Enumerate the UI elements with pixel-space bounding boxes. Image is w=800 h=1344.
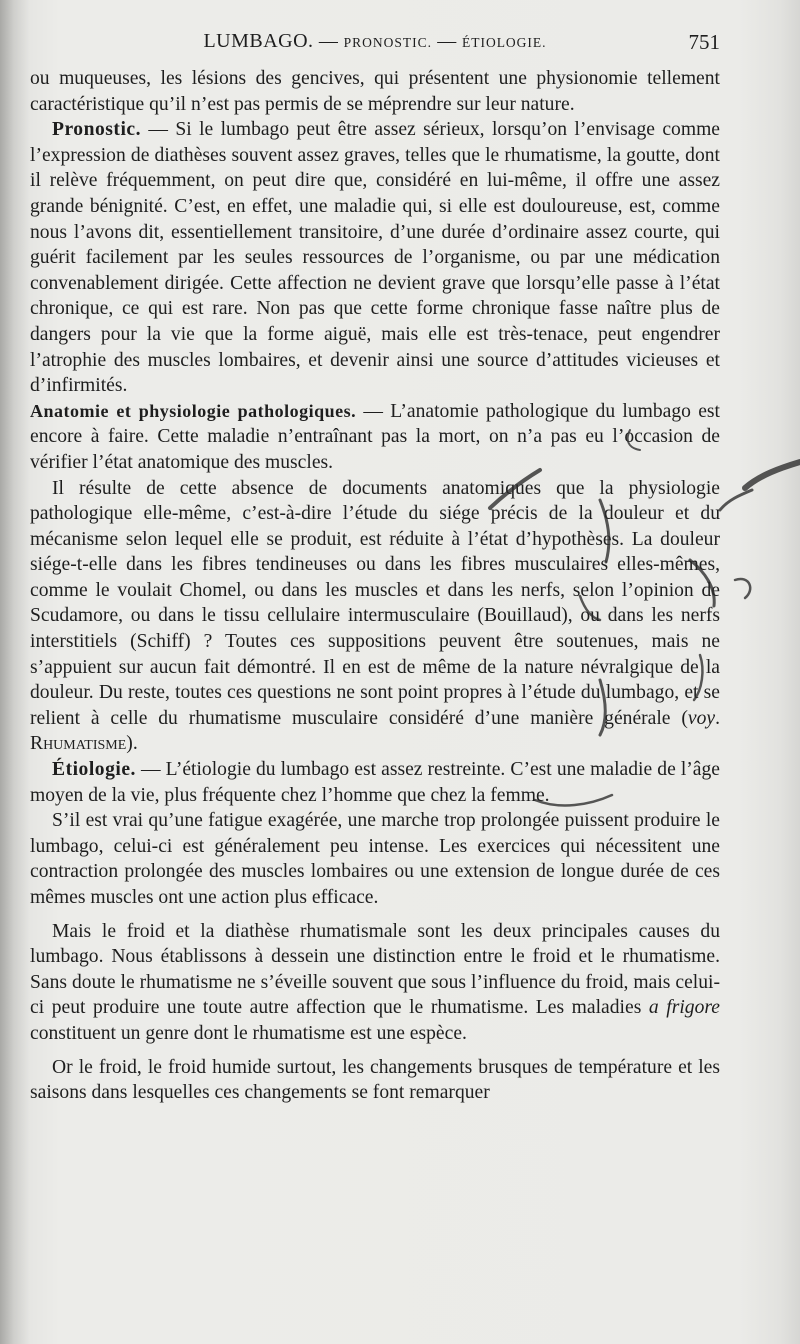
paragraph-pronostic (30, 117, 720, 399)
paragraph-text: Il résulte de cette absence de documents anatomiques que la physiologie pathologique elle-même, c’est-à-dire l’étude du siége précis de la douleur et du mécanisme selon lequel elle se produit, est réduite à l’état d’hypothèses. La douleur siége-t-elle dans les fibres tendineuses ou dans les fibres musculaires elles-mêmes, comme le voulait Chomel, ou dans les muscles et dans les nerfs, selon l’opinion de Scudamore, ou dans le tissu cellulaire intermusculaire (Bouillaud), ou dans les nerfs interstitiels (Schiff) ? Toutes ces suppositions peuvent être soutenues, mais ne s’appuient sur aucun fait démontré. Il en est de même de la nature névralgique de la douleur. Du reste, toutes ces questions ne sont point propres à l’étude du lumbago, et se relient à celle du rhumatisme musculaire considéré d’une manière générale ( (30, 477, 720, 729)
paragraph-text: — Si le lumbago peut être assez sérieux, lorsqu’on l’envisage comme l’expression de diathèses souvent assez graves, telles que le rhumatisme, la goutte, dont il relève fréquemment, on peut dire que, considéré en lui-même, il offre une assez grande bénignité. C’est, en effet, une maladie qui, si elle est douloureuse, est, comme nous l’avons dit, essentiellement transitoire, d’une durée d’ordinaire assez courte, qui guérit facilement par les seules ressources de l’organisme, ou par une médication convenablement dirigée. Cette affection ne devient grave que lorsqu’elle passe à l’état chronique, ce qui est rare. Non pas que cette forme chronique fasse naître plus de dangers pour la vie que la forme aiguë, mais elle est très-tenace, peut engendrer l’atrophie des muscles lombaires, et devenir ainsi une source d’attitudes vicieuses et d’infirmités. (30, 119, 720, 397)
paragraph-humide: Or le froid, le froid humide surtout, les changements brusques de température et les saisons dans lesquelles ces changements se font remarquer (30, 1056, 720, 1104)
header-title-main: LUMBAGO. (203, 30, 314, 52)
italic-a-frigore: a frigore (648, 997, 720, 1019)
header-dash: — (313, 31, 344, 52)
ink-stroke (745, 462, 800, 488)
header-title-part2: PRONOSTIC. (343, 35, 432, 50)
paragraph-text: Mais le froid et la diathèse rhumatismale sont les deux principales causes du lumbago. Nous établissons à dessein une distinction entre le froid et le rhumatisme. Sans doute le rhumatisme ne s’éveille souvent que sous l’influence du froid, mais celui-ci peut produire une toute autre affection que le rhumatisme. Les maladies (30, 920, 720, 1019)
paragraph-anatomie (30, 399, 720, 476)
page-number: 751 (688, 30, 720, 54)
paragraph-etiologie (30, 757, 720, 808)
header-dash: — (431, 31, 462, 52)
reference-dot: . (715, 707, 720, 729)
section-heading-anatomie: Anatomie et physiologie pathologiques. (30, 400, 357, 421)
header-title-part3: ÉTIOLOGIE. (461, 35, 547, 50)
paragraph-continued: ou muqueuses, les lésions des gencives, qui présentent une physionomie tellement caractéristique qu’il n’est pas permis de se méprendre sur leur nature. (30, 68, 720, 115)
reference-rhumatisme: Rhumatisme (30, 733, 127, 755)
paragraph-text: constituent un genre dont le rhumatisme est une espèce. (30, 1022, 467, 1044)
paragraph-text: — L’anatomie pathologique du lumbago est encore à faire. Cette maladie n’entraînant pas la mort, on n’a pas eu l’occasion de vérifier l’état anatomique des muscles. (30, 400, 720, 473)
reference-close: ). (126, 733, 138, 755)
paragraph-physiologie (30, 476, 720, 758)
page-body (30, 66, 720, 1106)
ink-stroke (735, 579, 750, 598)
reference-voy: voy (687, 707, 716, 729)
section-heading-pronostic: Pronostic. (52, 119, 141, 141)
paragraph-fatigue: S’il est vrai qu’une fatigue exagérée, une marche trop prolongée puissent produire le lumbago, celui-ci est généralement peu intense. Les exercices qui nécessitent une contraction prolongée des muscles lombaires ou une extension de longue durée de ces mêmes muscles ont une action plus efficace. (30, 810, 720, 908)
running-header (30, 30, 720, 60)
paragraph-text: — L’étiologie du lumbago est assez restreinte. C’est une maladie de l’âge moyen de la vie, plus fréquente chez l’homme que chez la femme. (30, 759, 720, 806)
running-title (30, 30, 720, 53)
paragraph-froid (30, 919, 720, 1047)
ink-stroke (720, 490, 752, 510)
section-heading-etiologie: Étiologie. (52, 759, 136, 781)
